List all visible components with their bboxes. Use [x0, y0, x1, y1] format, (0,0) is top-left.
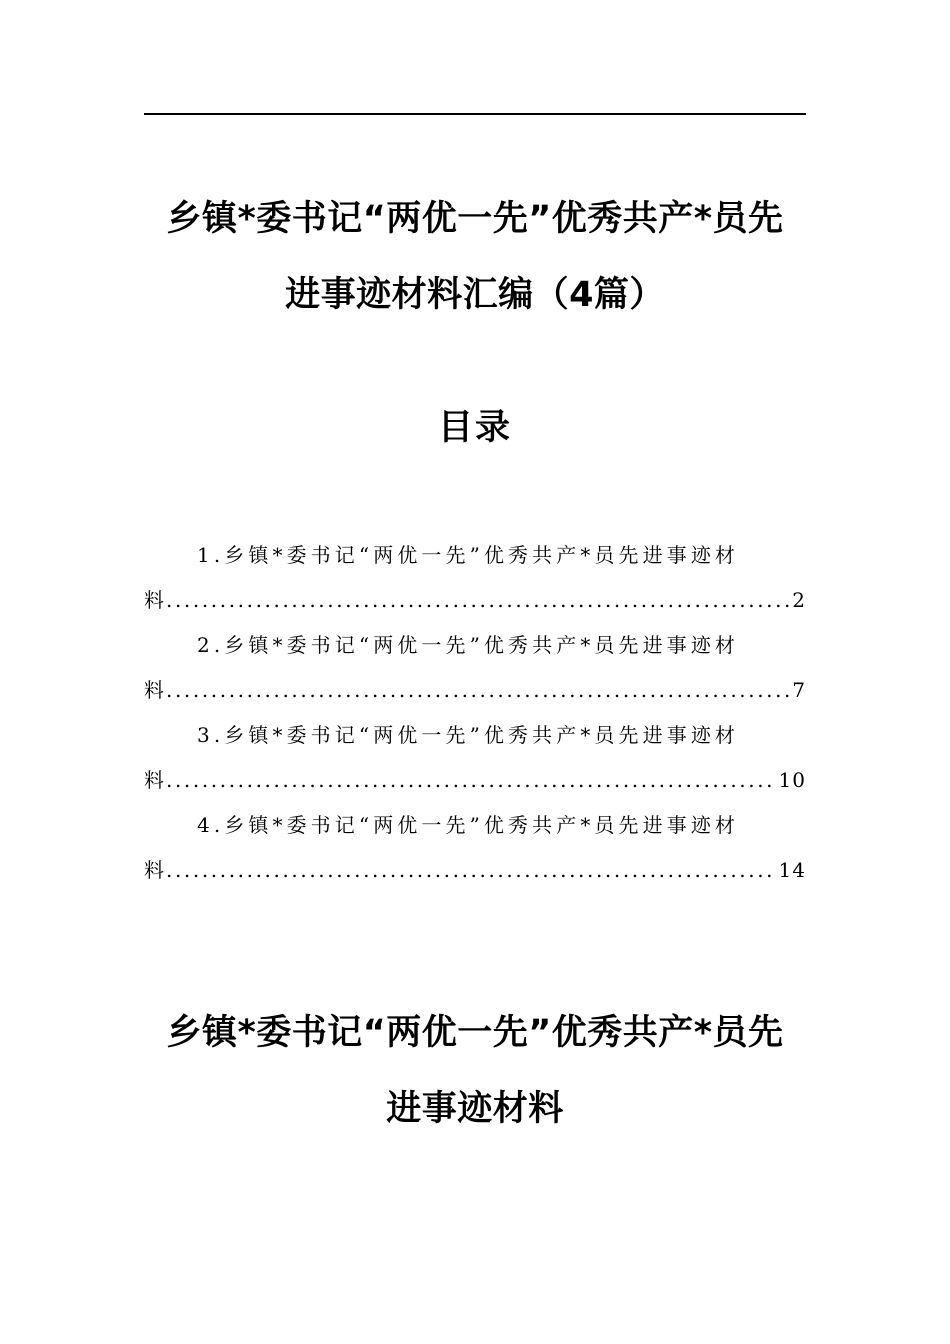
toc-leader-dots	[164, 758, 777, 803]
toc-entry-title: 2.乡镇*委书记“两优一先”优秀共产*员先进事迹材	[197, 633, 740, 657]
toc-entry-title: 4.乡镇*委书记“两优一先”优秀共产*员先进事迹材	[197, 813, 740, 837]
header-rule	[144, 113, 806, 115]
table-of-contents	[144, 533, 806, 893]
toc-entry-title-tail: 料	[144, 588, 164, 612]
toc-entry-title-tail: 料	[144, 858, 164, 882]
section-title	[130, 995, 820, 1147]
toc-entry-1[interactable]	[144, 533, 806, 623]
toc-leader-dots	[164, 848, 777, 893]
toc-page-number: 10	[778, 768, 806, 792]
toc-entry-4[interactable]	[144, 803, 806, 893]
toc-page-number: 7	[792, 678, 806, 702]
document-title	[130, 181, 820, 333]
toc-page-number: 14	[778, 858, 806, 882]
toc-page-number: 2	[792, 588, 806, 612]
toc-entry-title: 3.乡镇*委书记“两优一先”优秀共产*员先进事迹材	[197, 723, 740, 747]
section-title-line-2: 进事迹材料	[386, 1089, 564, 1129]
toc-entry-2[interactable]	[144, 623, 806, 713]
toc-heading: 目录	[437, 408, 512, 448]
toc-entry-title-tail: 料	[144, 768, 164, 792]
document-title-line-2: 进事迹材料汇编（4篇）	[285, 275, 665, 315]
toc-entry-title: 1.乡镇*委书记“两优一先”优秀共产*员先进事迹材	[197, 543, 740, 567]
toc-leader-dots	[164, 668, 790, 713]
toc-entry-3[interactable]	[144, 713, 806, 803]
toc-entry-title-tail: 料	[144, 678, 164, 702]
toc-leader-dots	[164, 578, 790, 623]
document-title-line-1: 乡镇*委书记“两优一先”优秀共产*员先	[166, 199, 784, 239]
section-title-line-1: 乡镇*委书记“两优一先”优秀共产*员先	[166, 1013, 784, 1053]
